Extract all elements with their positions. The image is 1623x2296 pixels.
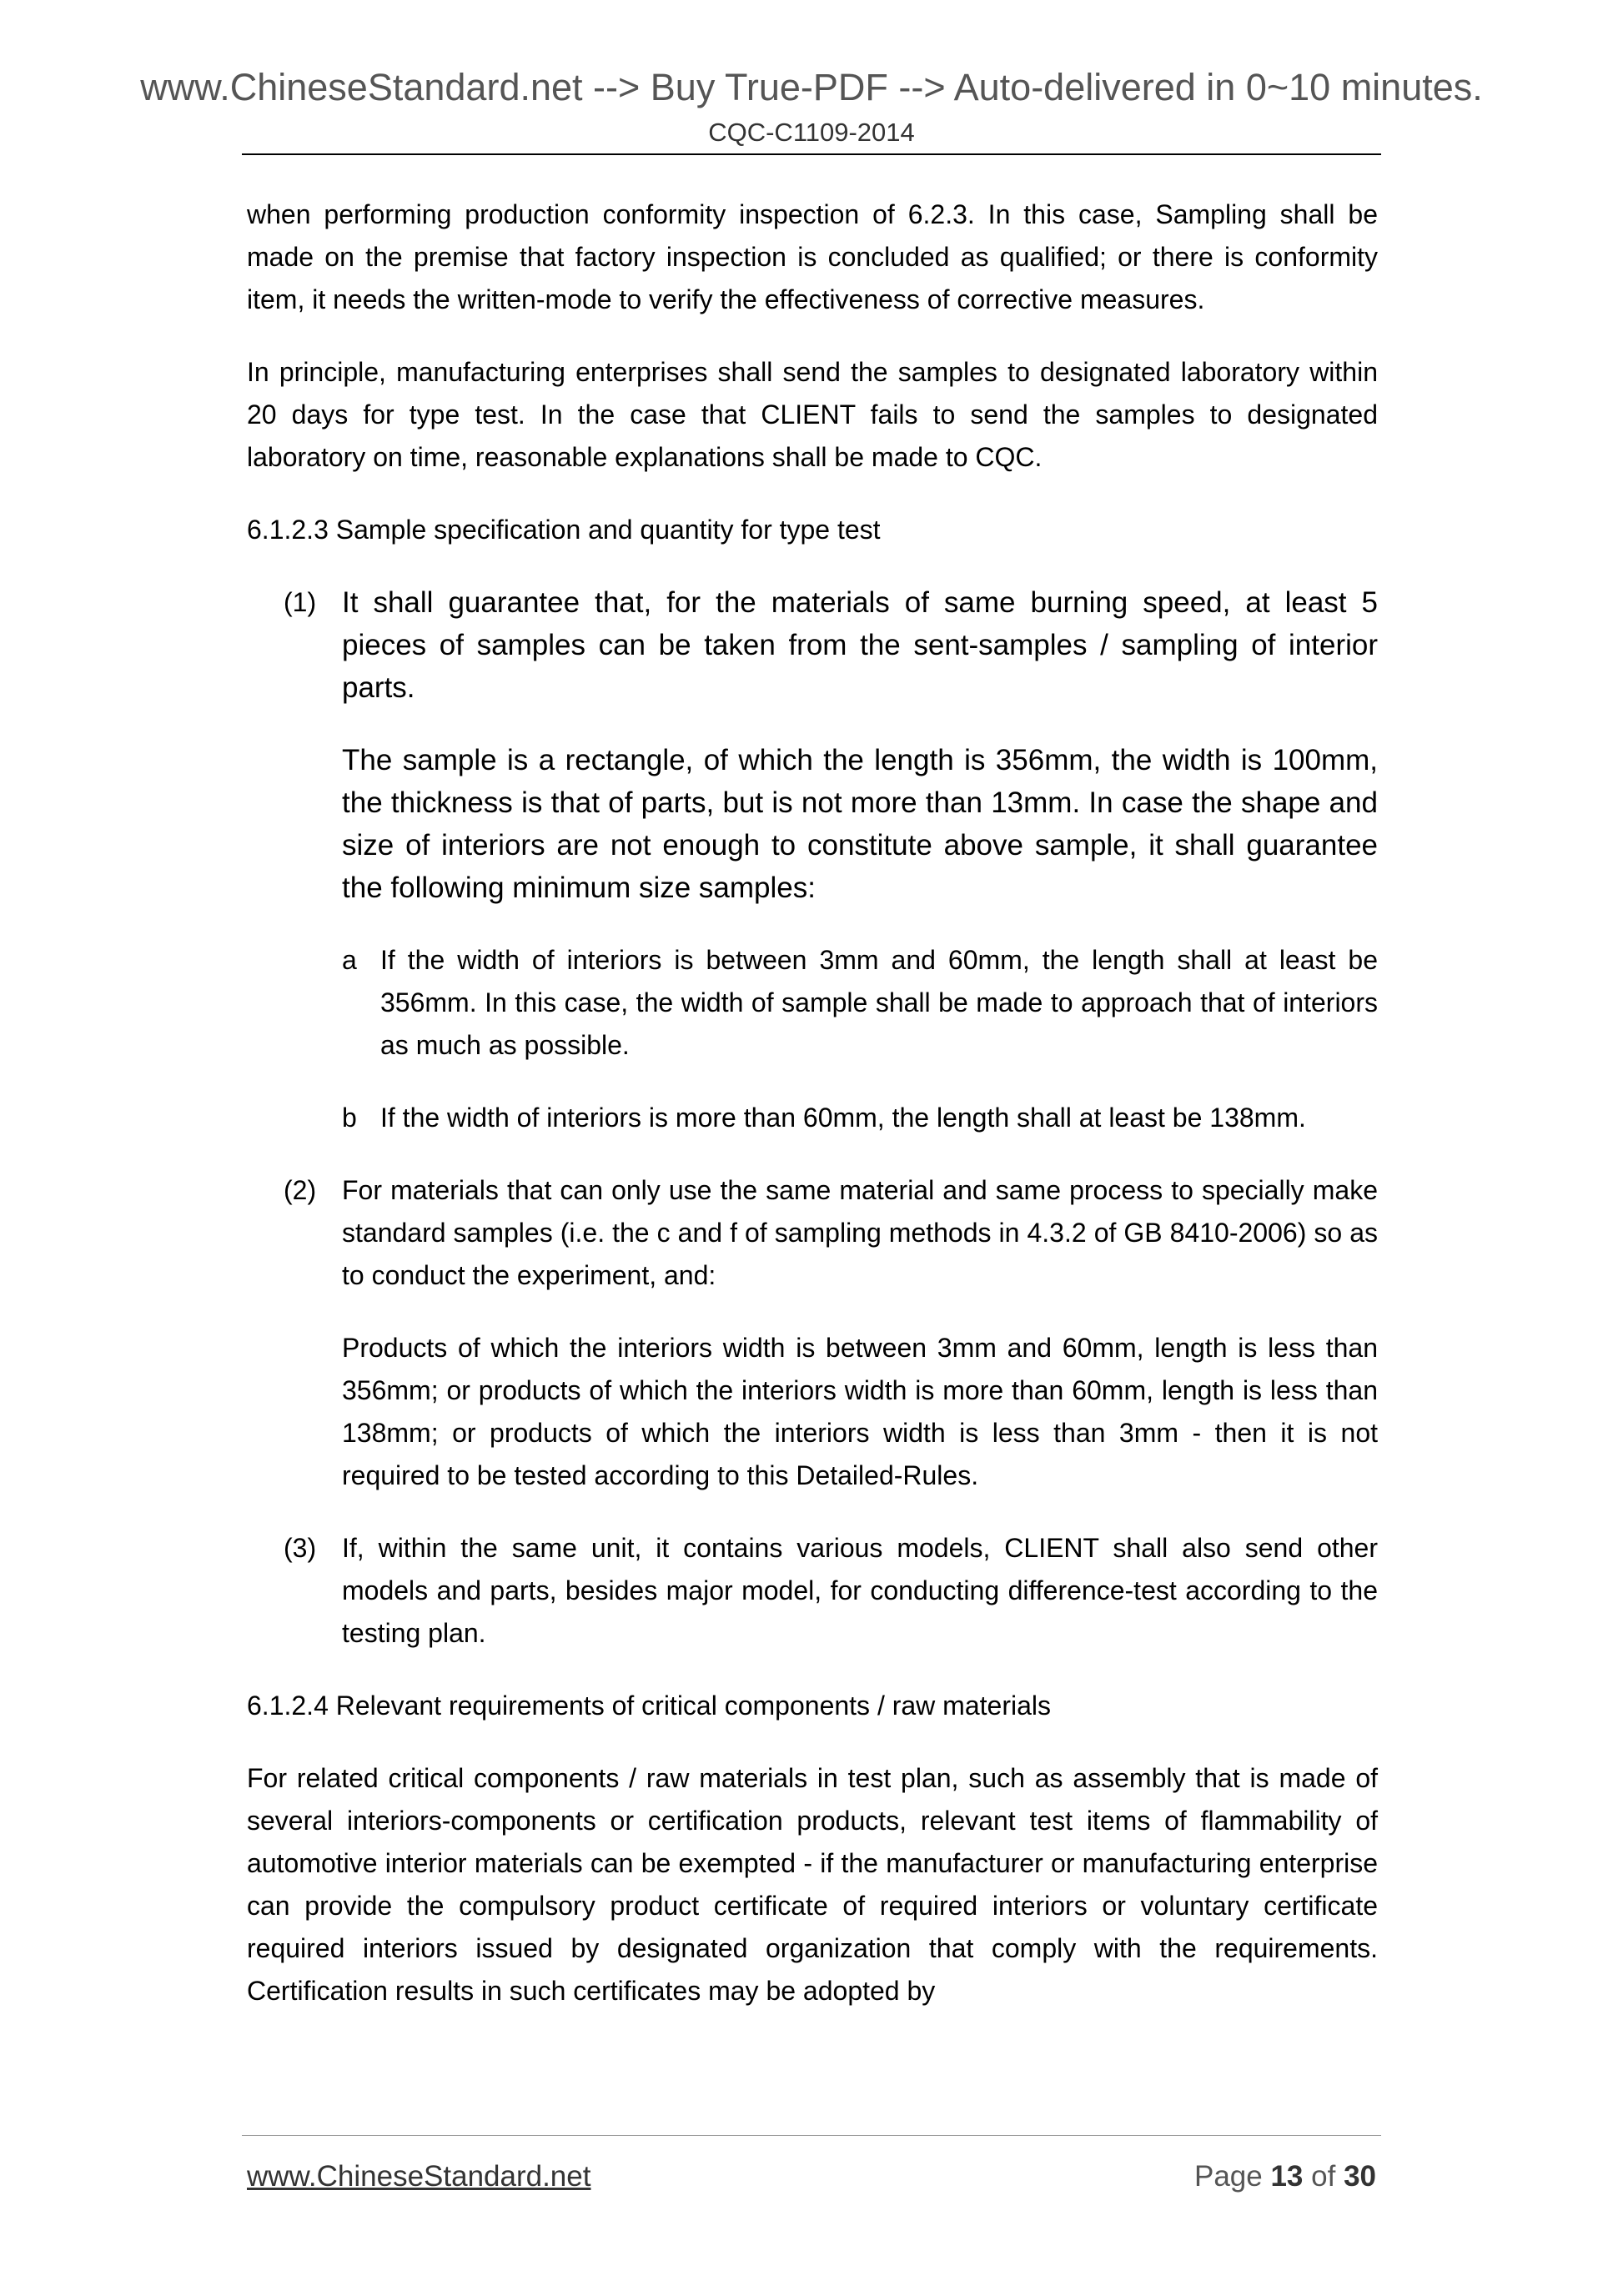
header-banner: www.ChineseStandard.net --> Buy True-PDF --> Auto-delivered in 0~10 minutes. xyxy=(140,66,1483,108)
list-item-1-text: It shall guarantee that, for the materials of same burning speed, at least 5 pieces of samples can be taken from the sent-samples / sampling of interior parts. xyxy=(342,586,1378,704)
paragraph-send-samples: In principle, manufacturing enterprises shall send the samples to designated laboratory within 20 days for type test. In the case that CLIENT fails to send the samples to designated laboratory on time, reasonable explanations shall be made to CQC. xyxy=(247,357,1378,472)
list-item-1-number: (1) xyxy=(284,587,317,617)
sub-item-a xyxy=(342,939,1378,1067)
list-item-2 xyxy=(247,1169,1378,1497)
list-item-1 xyxy=(247,581,1378,1139)
current-page: 13 xyxy=(1270,2160,1304,2193)
paragraph-sampling-premise: when performing production conformity inspection of 6.2.3. In this case, Sampling shall be made on the premise that factory inspection is concluded as qualified; or there is conformity item, it needs the written-mode to verify the effectiveness of corrective measures. xyxy=(247,199,1378,314)
sub-item-b-text: If the width of interiors is more than 60mm, the length shall at least be 138mm. xyxy=(380,1103,1306,1133)
document-id: CQC-C1109-2014 xyxy=(708,118,915,147)
page-label: Page xyxy=(1193,2160,1263,2193)
list-item-2-text: For materials that can only use the same material and same process to specially make standard samples (i.e. the c and f of sampling methods in 4.3.2 of GB 8410-2006) so as to conduct the experiment, and: xyxy=(342,1175,1378,1290)
footer-website-link[interactable]: www.ChineseStandard.net xyxy=(247,2160,591,2193)
page-number xyxy=(1194,2158,1376,2195)
section-heading-6-1-2-4: 6.1.2.4 Relevant requirements of critical components / raw materials xyxy=(247,1691,1051,1721)
exemption-paragraph: Products of which the interiors width is between 3mm and 60mm, length is less than 356mm; or products of which the interiors width is more than 60mm, length is less than 138mm; or products of which the interiors width is less than 3mm - then it is not required to be tested according to this Detailed-Rules. xyxy=(342,1333,1378,1490)
footer-divider xyxy=(242,2135,1381,2136)
sub-item-a-text: If the width of interiors is between 3mm and 60mm, the length shall at least be 356mm. In this case, the width of sample shall be made to approach that of interiors as much as possible. xyxy=(380,945,1378,1060)
total-pages: 30 xyxy=(1344,2160,1376,2193)
header-divider xyxy=(242,153,1381,155)
page-of-label: of xyxy=(1311,2160,1336,2193)
section-heading-6-1-2-3: 6.1.2.3 Sample specification and quantity for type test xyxy=(247,515,881,545)
paragraph-critical-components: For related critical components / raw materials in test plan, such as assembly that is made of several interiors-components or certification products, relevant test items of flammability of automotive interior materials can be exempted - if the manufacturer or manufacturing enterprise can provide the compulsory product certificate of required interiors or voluntary certificate required interiors issued by designated organization that comply with the requirements. Certification results in such certificates may be adopted by xyxy=(247,1763,1378,2006)
page-content xyxy=(247,193,1378,2012)
list-item-2-number: (2) xyxy=(284,1175,317,1205)
sub-item-b xyxy=(342,1097,1378,1139)
sample-spec-paragraph: The sample is a rectangle, of which the length is 356mm, the width is 100mm, the thickness is that of parts, but is not more than 13mm. In case the shape and size of interiors are not enough to constitute above sample, it shall guarantee the following minimum size samples: xyxy=(342,744,1378,904)
sub-item-a-label: a xyxy=(342,945,357,975)
list-item-3 xyxy=(247,1527,1378,1655)
list-item-3-text: If, within the same unit, it contains various models, CLIENT shall also send other models and parts, besides major model, for conducting difference-test according to the testing plan. xyxy=(342,1533,1378,1648)
sub-item-b-label: b xyxy=(342,1103,357,1133)
list-item-3-number: (3) xyxy=(284,1533,317,1563)
